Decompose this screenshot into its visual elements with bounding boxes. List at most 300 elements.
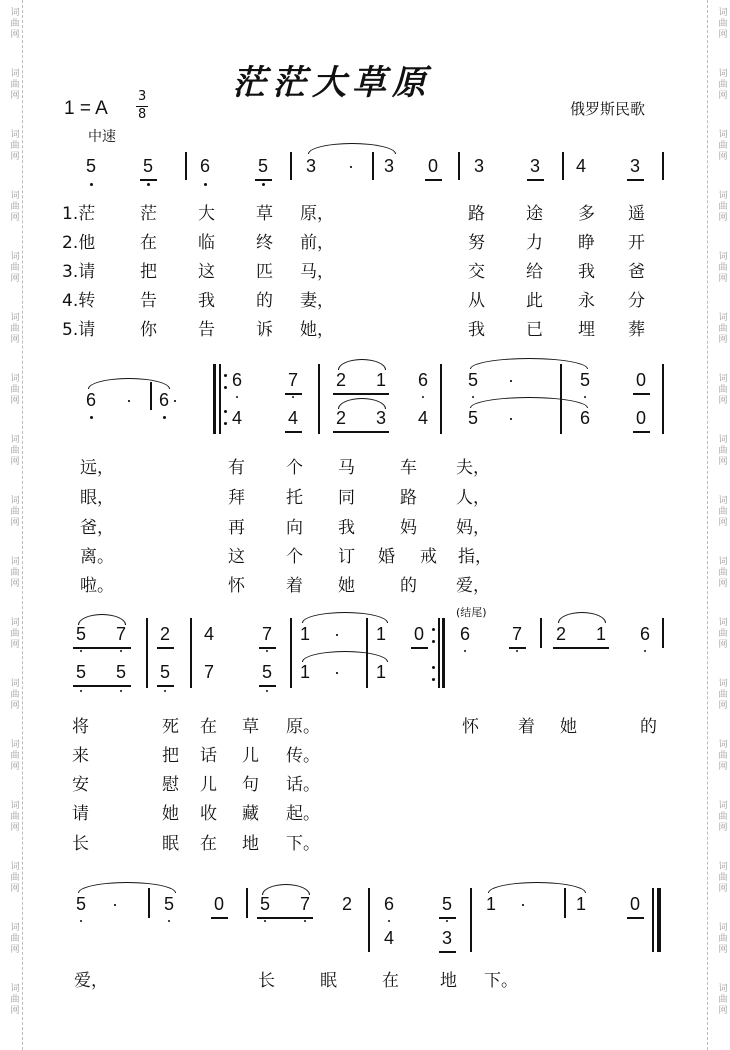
note: 2: [342, 894, 353, 914]
note: 5: [76, 662, 87, 682]
note: 1: [300, 624, 311, 644]
watermark-char: 词: [718, 130, 728, 140]
lyric-syllable: 眠: [162, 834, 179, 854]
lyric-syllable: 茫: [140, 204, 157, 224]
note: 1: [300, 662, 311, 682]
note: 4: [384, 928, 395, 948]
watermark-char: 词: [718, 984, 728, 994]
watermark-char: 词: [10, 679, 20, 689]
lyric-syllable: 地: [440, 971, 457, 991]
lyric-syllable: 路: [400, 488, 417, 508]
note: 0: [428, 156, 439, 176]
barline: [560, 364, 562, 434]
lyric-syllable: 句: [242, 775, 259, 795]
watermark-char: 词: [10, 191, 20, 201]
time-signature-bottom: 8: [138, 107, 147, 122]
lyric-syllable: 怀: [228, 576, 245, 596]
low-octave-dot: [584, 396, 586, 398]
lyric-syllable: 她: [338, 576, 355, 596]
watermark-char: 网: [10, 884, 20, 894]
lyric-syllable: 同: [338, 488, 355, 508]
lyric-syllable: 力: [526, 233, 543, 253]
watermark-char: 词: [10, 252, 20, 262]
watermark-char: 曲: [10, 263, 20, 273]
note: 3: [442, 928, 453, 948]
lyric-syllable: 来: [72, 746, 89, 766]
watermark-char: 词: [10, 618, 20, 628]
watermark-char: 网: [10, 91, 20, 101]
underline: [259, 647, 276, 649]
tie-arc: [470, 397, 588, 408]
lyric-syllable: 妈，: [456, 518, 490, 538]
watermark-char: 词: [718, 801, 728, 811]
watermark-char: 网: [718, 274, 728, 284]
watermark-text: [712, 130, 730, 163]
underline: [527, 179, 544, 181]
note: 7: [116, 624, 127, 644]
watermark-char: 词: [10, 557, 20, 567]
watermark-char: 网: [718, 1006, 728, 1016]
note: 1: [376, 370, 387, 390]
watermark-char: 词: [10, 313, 20, 323]
watermark-char: 曲: [10, 629, 20, 639]
repeat-dot: [432, 666, 435, 669]
underline: [211, 917, 228, 919]
lyric-syllable: 她: [560, 717, 577, 737]
watermark-text: [712, 618, 730, 651]
note-dot: ·: [508, 370, 514, 390]
lyric-syllable: 着: [518, 717, 535, 737]
note: 5: [76, 624, 87, 644]
lyric-syllable: 车: [400, 458, 417, 478]
watermark-char: 词: [10, 374, 20, 384]
lyric-syllable: 3.请: [62, 262, 96, 282]
underline: [439, 917, 456, 919]
watermark-char: 网: [718, 945, 728, 955]
lyric-syllable: 在: [200, 834, 217, 854]
lyric-syllable: 怀: [462, 717, 479, 737]
watermark-char: 网: [718, 823, 728, 833]
low-octave-dot: [264, 920, 266, 922]
watermark-text: [4, 8, 26, 41]
underline: [627, 179, 644, 181]
watermark-char: 网: [10, 335, 20, 345]
note: 1: [376, 624, 387, 644]
lyric-syllable: 拜: [228, 488, 245, 508]
lyric-syllable: 从: [468, 291, 485, 311]
lyric-syllable: 睁: [578, 233, 595, 253]
watermark-char: 词: [718, 862, 728, 872]
barline: [146, 618, 148, 688]
lyric-syllable: 离。: [80, 547, 114, 567]
watermark-char: 网: [718, 762, 728, 772]
barline: [564, 888, 566, 918]
watermark-char: 词: [718, 69, 728, 79]
note: 5: [116, 662, 127, 682]
note: 7: [300, 894, 311, 914]
lyric-syllable: 啦。: [80, 576, 114, 596]
tie-arc: [338, 359, 386, 370]
repeat-dot: [224, 410, 227, 413]
lyric-syllable: 草: [256, 204, 273, 224]
watermark-char: 网: [10, 30, 20, 40]
underline: [553, 647, 609, 649]
low-octave-dot: [388, 920, 390, 922]
lyric-syllable: 给: [526, 262, 543, 282]
watermark-char: 曲: [10, 19, 20, 29]
watermark-char: 曲: [718, 202, 728, 212]
barline: [190, 618, 192, 688]
lyric-syllable: 向: [286, 518, 303, 538]
low-octave-dot: [644, 650, 646, 652]
watermark-text: [712, 801, 730, 834]
repeat-dot: [432, 628, 435, 631]
lyric-syllable: 原，: [300, 204, 334, 224]
repeat-end-thick: [442, 618, 445, 688]
watermark-char: 网: [10, 640, 20, 650]
barline: [290, 618, 292, 688]
note: 0: [414, 624, 425, 644]
lyric-syllable: 努: [468, 233, 485, 253]
watermark-char: 网: [718, 884, 728, 894]
watermark-char: 网: [718, 457, 728, 467]
barline: [366, 618, 368, 688]
lyric-syllable: 埋: [578, 320, 595, 340]
watermark-char: 曲: [10, 873, 20, 883]
watermark-char: 词: [10, 435, 20, 445]
note-dot: ·: [334, 662, 340, 682]
low-octave-dot: [292, 396, 294, 398]
lyric-syllable: 远，: [80, 458, 114, 478]
lyric-syllable: 马: [338, 458, 355, 478]
barline: [458, 152, 460, 180]
barline: [246, 888, 248, 918]
watermark-text: [4, 252, 26, 285]
watermark-text: [712, 8, 730, 41]
lyric-syllable: 爸: [628, 262, 645, 282]
watermark-text: [712, 435, 730, 468]
repeat-dot: [224, 374, 227, 377]
note: 2: [160, 624, 171, 644]
time-signature-top: 3: [138, 89, 147, 104]
low-octave-dot: [168, 920, 170, 922]
lyric-syllable: 婚: [378, 547, 395, 567]
final-barline-thin: [652, 888, 654, 952]
repeat-dot: [224, 386, 227, 389]
low-octave-dot: [80, 650, 82, 652]
repeat-end-thin: [438, 618, 440, 688]
lyric-syllable: 她，: [300, 320, 334, 340]
watermark-char: 曲: [718, 385, 728, 395]
watermark-char: 词: [10, 8, 20, 18]
tie-arc: [338, 398, 386, 409]
lyric-syllable: 的: [640, 717, 657, 737]
lyric-syllable: 起。: [286, 804, 320, 824]
watermark-char: 网: [10, 1006, 20, 1016]
lyric-syllable: 遥: [628, 204, 645, 224]
watermark-char: 曲: [718, 507, 728, 517]
lyric-syllable: 妈: [400, 518, 417, 538]
note-dot: ·: [348, 156, 354, 176]
lyric-syllable: 我: [468, 320, 485, 340]
lyric-syllable: 爱，: [456, 576, 490, 596]
song-title: 茫茫大草原: [232, 63, 432, 103]
watermark-text: [4, 191, 26, 224]
lyric-syllable: 告: [198, 320, 215, 340]
watermark-char: 曲: [718, 263, 728, 273]
watermark-char: 词: [718, 252, 728, 262]
note: 3: [474, 156, 485, 176]
watermark-char: 网: [718, 213, 728, 223]
note: 4: [576, 156, 587, 176]
key-signature: 1 = A: [64, 98, 108, 119]
watermark-char: 曲: [718, 690, 728, 700]
tie-arc: [262, 884, 310, 895]
note: 3: [530, 156, 541, 176]
watermark-char: 网: [718, 579, 728, 589]
note-dot: ·: [112, 894, 118, 914]
watermark-text: [4, 374, 26, 407]
lyric-syllable: 话。: [286, 775, 320, 795]
note-dot: ·: [172, 390, 178, 410]
lyric-syllable: 话: [200, 746, 217, 766]
note: 0: [636, 408, 647, 428]
underline: [285, 431, 302, 433]
underline: [333, 431, 389, 433]
watermark-char: 曲: [10, 934, 20, 944]
lyric-syllable: 交: [468, 262, 485, 282]
lyric-syllable: 这: [198, 262, 215, 282]
watermark-char: 词: [10, 862, 20, 872]
lyric-syllable: 2.他: [62, 233, 96, 253]
barline: [290, 152, 292, 180]
underline: [333, 393, 389, 395]
watermark-char: 曲: [718, 568, 728, 578]
low-octave-dot: [266, 650, 268, 652]
note: 0: [636, 370, 647, 390]
barline: [540, 618, 542, 648]
underline: [257, 917, 313, 919]
watermark-char: 曲: [718, 141, 728, 151]
lyric-syllable: 5.请: [62, 320, 96, 340]
underline: [157, 647, 174, 649]
note: 4: [288, 408, 299, 428]
note: 5: [262, 662, 273, 682]
note: 5: [260, 894, 271, 914]
watermark-char: 词: [10, 496, 20, 506]
low-octave-dot: [446, 920, 448, 922]
watermark-char: 词: [718, 557, 728, 567]
lyric-syllable: 告: [140, 291, 157, 311]
lyric-syllable: 爱，: [74, 971, 108, 991]
underline: [285, 393, 302, 395]
watermark-char: 网: [10, 762, 20, 772]
low-octave-dot: [120, 690, 122, 692]
watermark-char: 网: [10, 152, 20, 162]
lyric-syllable: 这: [228, 547, 245, 567]
underline: [411, 647, 428, 649]
note: 5: [160, 662, 171, 682]
watermark-char: 网: [718, 91, 728, 101]
barline: [662, 618, 664, 648]
underline: [259, 685, 276, 687]
lyric-syllable: 个: [286, 458, 303, 478]
underline: [73, 647, 131, 649]
watermark-char: 曲: [10, 202, 20, 212]
underline: [73, 685, 131, 687]
watermark-char: 曲: [10, 141, 20, 151]
watermark-char: 曲: [10, 690, 20, 700]
watermark-char: 曲: [718, 812, 728, 822]
note: 2: [556, 624, 567, 644]
underline: [627, 917, 644, 919]
watermark-char: 曲: [718, 995, 728, 1005]
low-octave-dot: [90, 416, 93, 419]
tie-arc: [488, 882, 586, 893]
watermark-char: 网: [718, 30, 728, 40]
lyric-syllable: 传。: [286, 746, 320, 766]
watermark-char: 词: [718, 496, 728, 506]
watermark-text: [4, 801, 26, 834]
repeat-dot: [432, 678, 435, 681]
lyric-syllable: 开: [628, 233, 645, 253]
watermark-text: [712, 557, 730, 590]
lyric-syllable: 原。: [286, 717, 320, 737]
repeat-start-thin: [219, 364, 221, 434]
tie-arc: [302, 612, 388, 623]
lyric-syllable: 1.茫: [62, 204, 96, 224]
lyric-syllable: 人，: [456, 488, 490, 508]
watermark-char: 网: [10, 457, 20, 467]
low-octave-dot: [422, 396, 424, 398]
barline: [662, 152, 664, 180]
lyric-syllable: 分: [628, 291, 645, 311]
watermark-char: 曲: [718, 446, 728, 456]
lyric-syllable: 途: [526, 204, 543, 224]
watermark-char: 曲: [10, 751, 20, 761]
note-dot: ·: [520, 894, 526, 914]
watermark-text: [4, 923, 26, 956]
barline: [185, 152, 187, 180]
lyric-syllable: 已: [526, 320, 543, 340]
final-barline-thick: [657, 888, 661, 952]
note: 1: [576, 894, 587, 914]
lyric-syllable: 匹: [256, 262, 273, 282]
watermark-text: [4, 69, 26, 102]
lyric-syllable: 眠: [320, 971, 337, 991]
lyric-syllable: 永: [578, 291, 595, 311]
watermark-text: [4, 435, 26, 468]
note: 1: [486, 894, 497, 914]
lyric-syllable: 草: [242, 717, 259, 737]
lyric-syllable: 临: [198, 233, 215, 253]
note: 7: [204, 662, 215, 682]
lyric-syllable: 儿: [200, 775, 217, 795]
note: 4: [204, 624, 215, 644]
lyric-syllable: 路: [468, 204, 485, 224]
lyric-syllable: 此: [526, 291, 543, 311]
watermark-char: 网: [10, 396, 20, 406]
lyric-syllable: 订: [338, 547, 355, 567]
note-dot: ·: [508, 408, 514, 428]
note: 3: [384, 156, 395, 176]
lyric-syllable: 诉: [256, 320, 273, 340]
lyric-syllable: 藏: [242, 804, 259, 824]
watermark-char: 网: [718, 640, 728, 650]
watermark-char: 网: [10, 518, 20, 528]
watermark-char: 网: [10, 213, 20, 223]
tie-arc: [78, 882, 176, 893]
lyric-syllable: 把: [140, 262, 157, 282]
watermark-char: 词: [718, 740, 728, 750]
lyric-syllable: 戒: [420, 547, 437, 567]
note: 4: [232, 408, 243, 428]
note: 1: [596, 624, 607, 644]
lyric-syllable: 托: [286, 488, 303, 508]
watermark-text: [712, 923, 730, 956]
lyric-syllable: 在: [140, 233, 157, 253]
note: 4: [418, 408, 429, 428]
watermark-char: 词: [718, 679, 728, 689]
low-octave-dot: [80, 920, 82, 922]
underline: [255, 179, 272, 181]
note: 3: [630, 156, 641, 176]
note: 6: [232, 370, 243, 390]
song-attribution: 俄罗斯民歌: [570, 100, 646, 118]
tie-arc: [470, 358, 588, 369]
watermark-char: 曲: [718, 629, 728, 639]
watermark-char: 曲: [10, 507, 20, 517]
low-octave-dot: [163, 416, 166, 419]
coda-label: (结尾): [456, 606, 487, 619]
watermark-char: 网: [10, 579, 20, 589]
underline: [425, 179, 442, 181]
low-octave-dot: [80, 690, 82, 692]
watermark-text: [4, 618, 26, 651]
lyric-syllable: 4.转: [62, 291, 96, 311]
barline: [440, 364, 442, 434]
watermark-char: 词: [10, 984, 20, 994]
note: 7: [288, 370, 299, 390]
lyric-syllable: 请: [72, 804, 89, 824]
lyric-syllable: 的: [400, 576, 417, 596]
lyric-syllable: 你: [140, 320, 157, 340]
note: 6: [580, 408, 591, 428]
tie-arc: [308, 143, 396, 154]
note: 6: [460, 624, 471, 644]
watermark-char: 词: [10, 740, 20, 750]
watermark-char: 网: [10, 274, 20, 284]
lyric-syllable: 个: [286, 547, 303, 567]
watermark-text: [712, 984, 730, 1017]
low-octave-dot: [90, 183, 93, 186]
watermark-char: 词: [718, 923, 728, 933]
note: 6: [384, 894, 395, 914]
watermark-text: [4, 557, 26, 590]
watermark-char: 网: [718, 335, 728, 345]
note-dot: ·: [126, 390, 132, 410]
lyric-syllable: 大: [198, 204, 215, 224]
underline: [633, 393, 650, 395]
lyric-syllable: 下。: [484, 971, 518, 991]
note: 6: [86, 390, 97, 410]
note: 5: [258, 156, 269, 176]
tie-arc: [302, 651, 388, 662]
repeat-dot: [224, 422, 227, 425]
watermark-text: [4, 679, 26, 712]
note: 2: [336, 408, 347, 428]
lyric-syllable: 在: [382, 971, 399, 991]
